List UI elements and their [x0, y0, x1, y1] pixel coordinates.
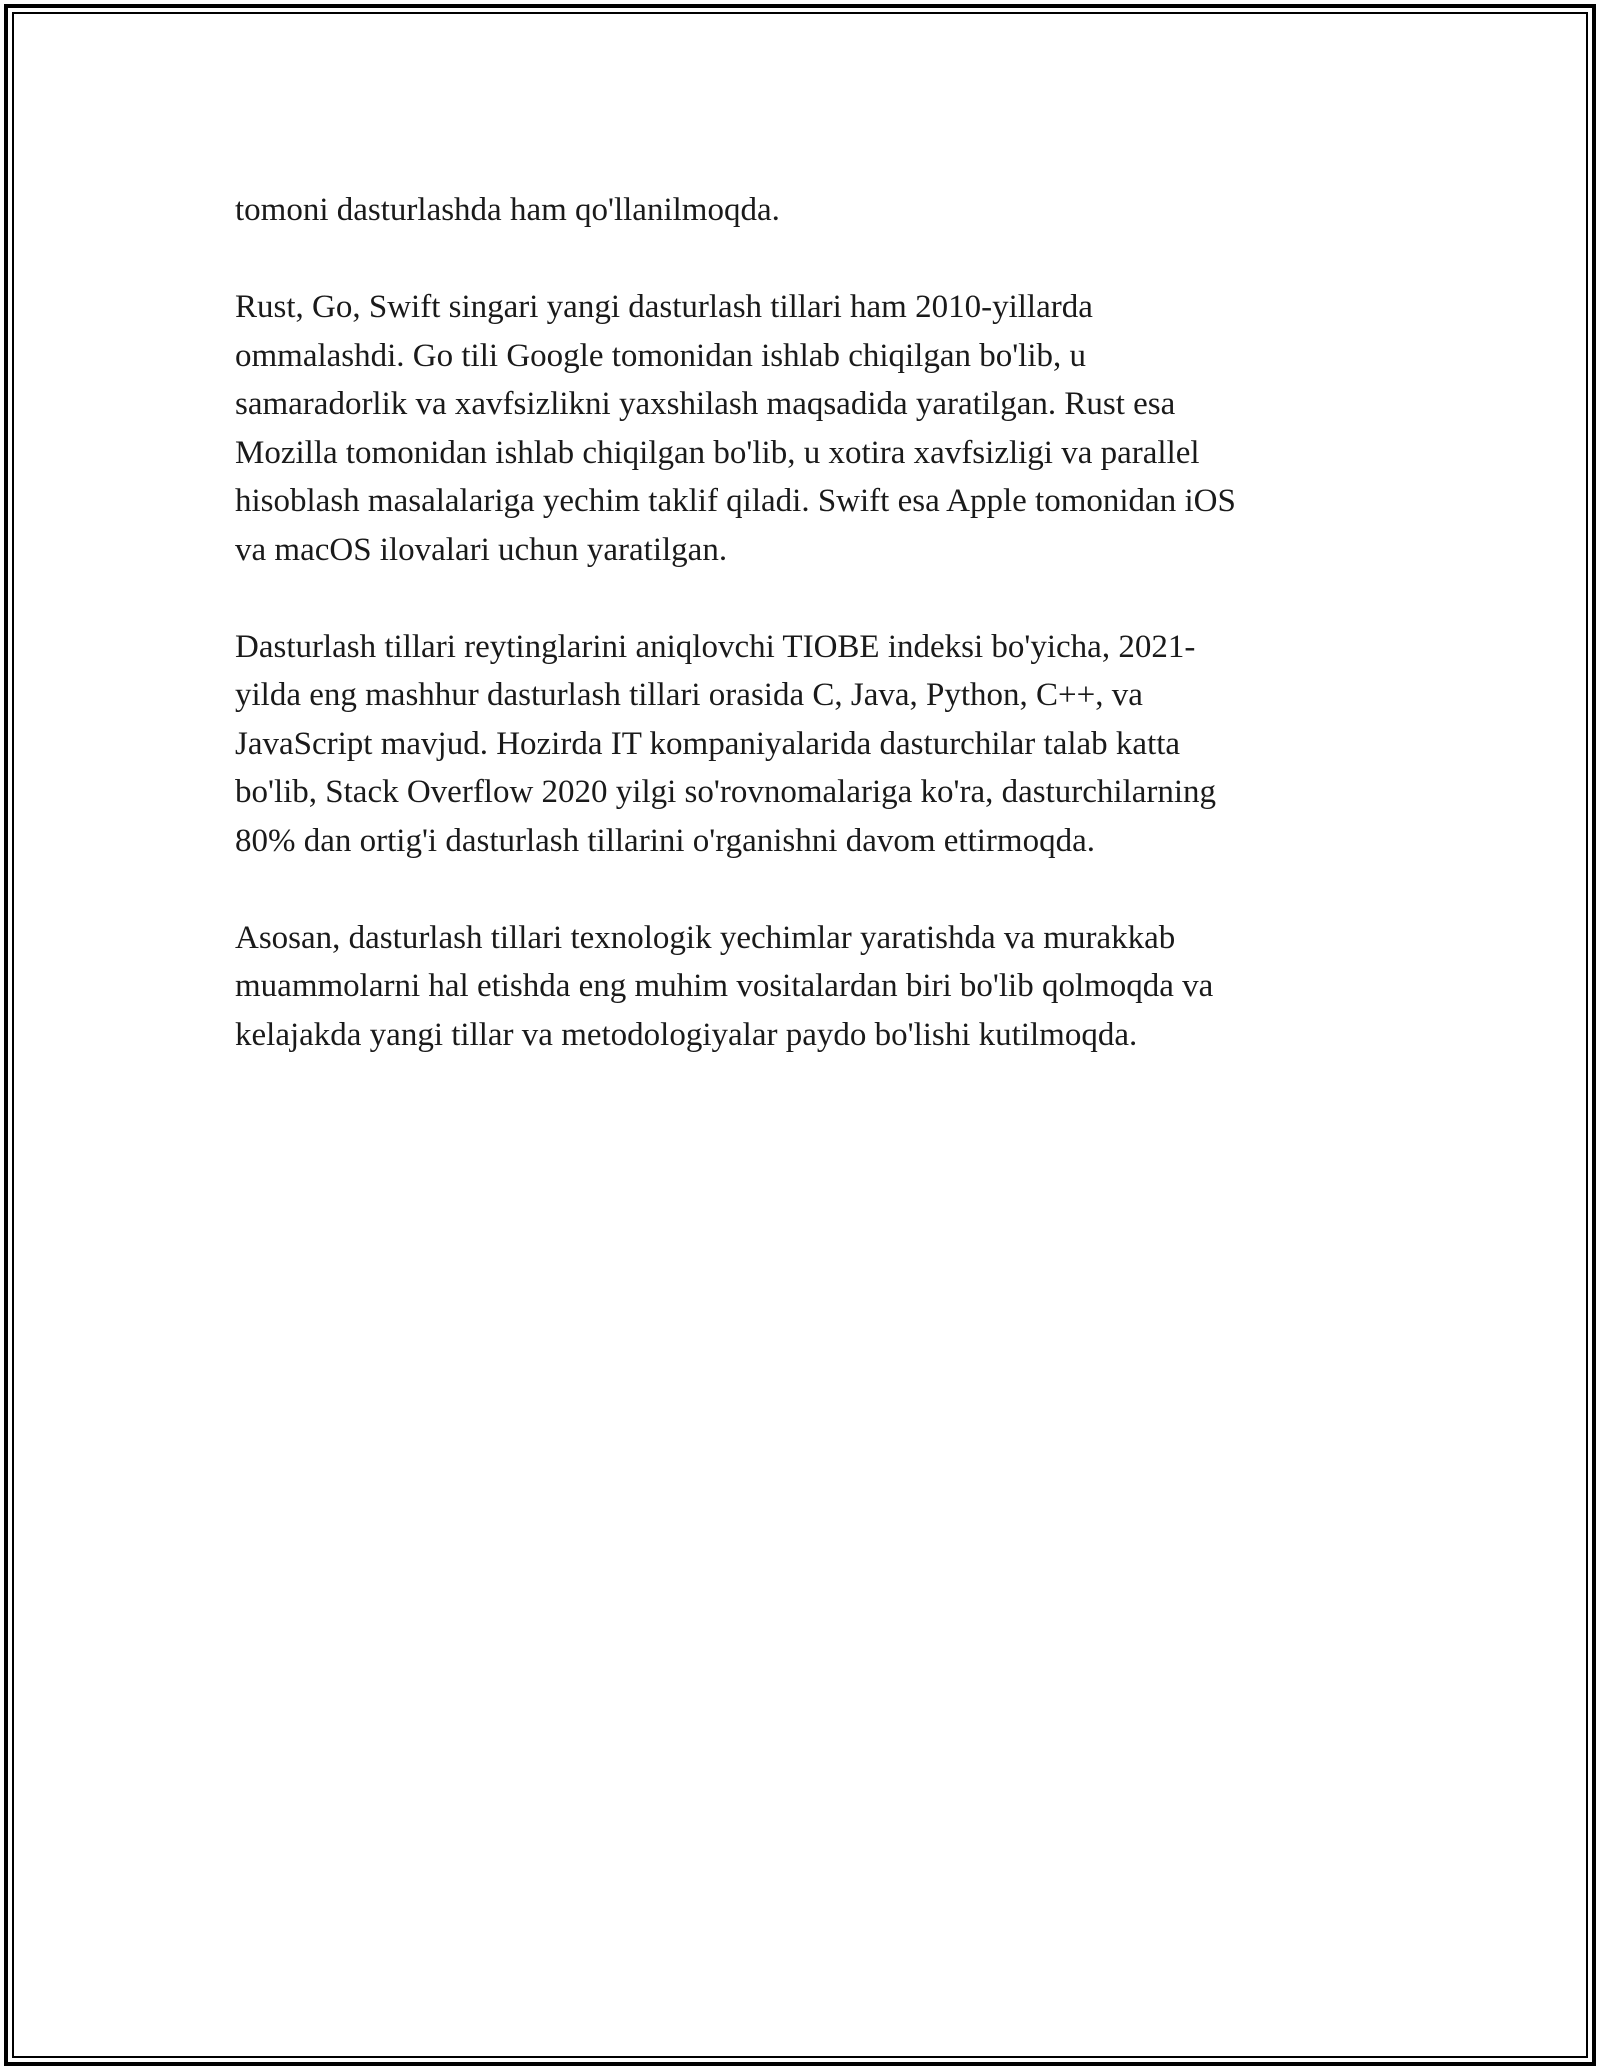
text-line: Mozilla tomonidan ishlab chiqilgan bo'lib, u xotira xavfsizligi va parallel [235, 434, 1200, 471]
text-line: va macOS ilovalari uchun yaratilgan. [235, 531, 728, 568]
text-line: muammolarni hal etishda eng muhim vositalardan biri bo'lib qolmoqda va [235, 968, 1214, 1004]
text-line: JavaScript mavjud. Hozirda IT kompaniyalarida dasturchilar talab katta [235, 725, 1181, 762]
paragraph [235, 914, 1375, 1060]
paragraph [235, 186, 1375, 235]
text-line: 80% dan ortig'i dasturlash tillarini o'rganishni davom ettirmoqda. [235, 822, 1095, 859]
text-line: hisoblash masalalariga yechim taklif qiladi. Swift esa Apple tomonidan iOS [235, 483, 1236, 519]
text-line: Rust, Go, Swift singari yangi dasturlash tillari ham 2010-yillarda [235, 289, 1093, 325]
paragraph [235, 623, 1375, 866]
text-line: tomoni dasturlashda ham qo'llanilmoqda. [235, 192, 780, 228]
text-line: samaradorlik va xavfsizlikni yaxshilash maqsadida yaratilgan. Rust esa [235, 386, 1176, 422]
document-body [235, 186, 1375, 1108]
text-line: kelajakda yangi tillar va metodologiyalar paydo bo'lishi kutilmoqda. [235, 1016, 1138, 1053]
text-line: Dasturlash tillari reytinglarini aniqlovchi TIOBE indeksi bo'yicha, 2021- [235, 628, 1196, 665]
paragraph [235, 283, 1375, 574]
text-line: ommalashdi. Go tili Google tomonidan ishlab chiqilgan bo'lib, u [235, 337, 1087, 374]
text-line: Asosan, dasturlash tillari texnologik yechimlar yaratishda va murakkab [235, 919, 1176, 956]
text-line: bo'lib, Stack Overflow 2020 yilgi so'rovnomalariga ko'ra, dasturchilarning [235, 774, 1217, 810]
text-line: yilda eng mashhur dasturlash tillari orasida C, Java, Python, C++, va [235, 677, 1143, 713]
